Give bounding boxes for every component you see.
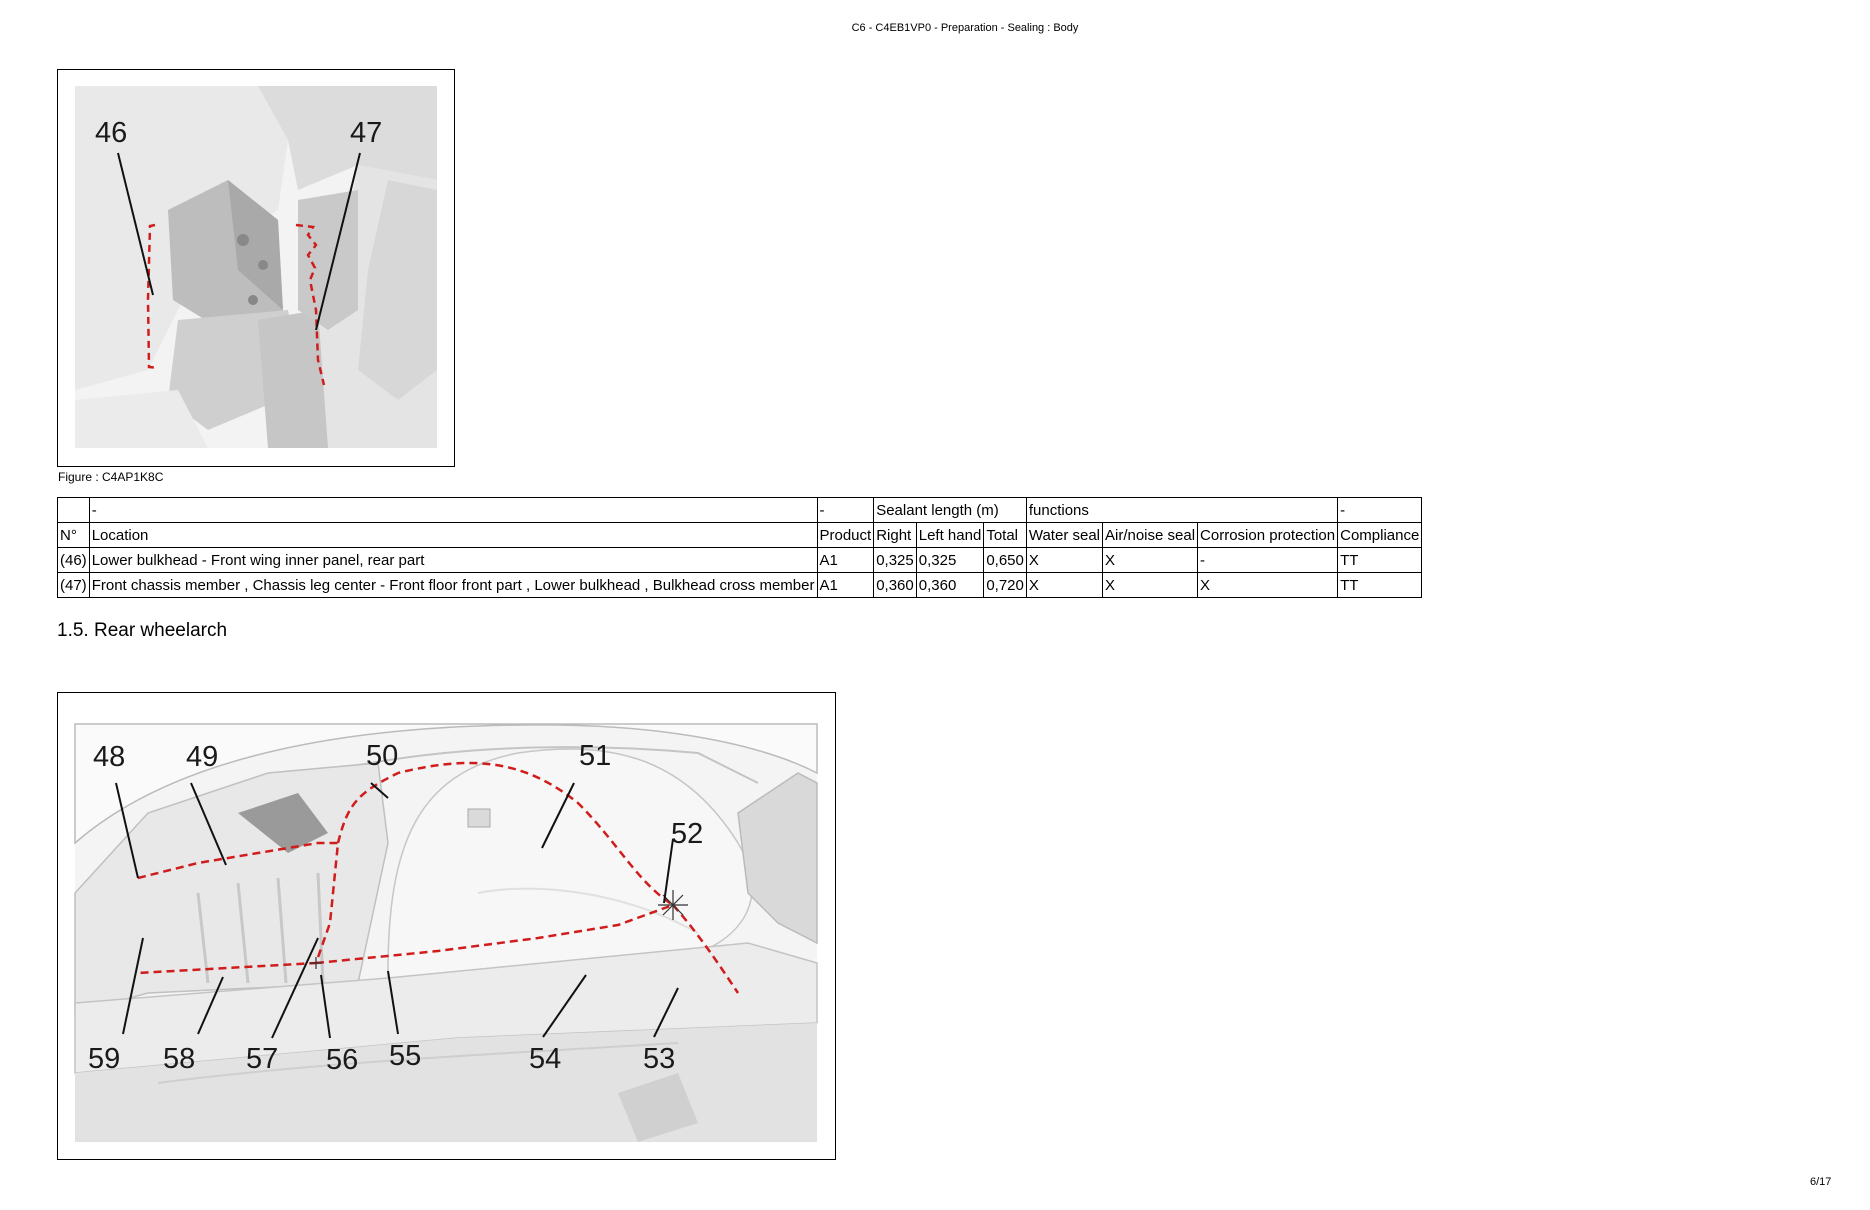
column-header: Right [874, 523, 917, 548]
callout-59: 59 [88, 1043, 121, 1075]
table-cell: (46) [58, 548, 90, 573]
table-cell: - [1198, 548, 1338, 573]
column-header: Air/noise seal [1103, 523, 1198, 548]
table-cell: X [1026, 548, 1102, 573]
callout-54: 54 [529, 1043, 562, 1075]
table-cell: X [1198, 573, 1338, 598]
column-header: N° [58, 523, 90, 548]
table-cell: 0,650 [984, 548, 1027, 573]
figure-lower-bulkhead [57, 69, 455, 467]
callout-47: 47 [350, 117, 383, 149]
page-number: 6/17 [1810, 1176, 1832, 1188]
table-cell: - [817, 498, 874, 523]
callout-55: 55 [389, 1040, 422, 1072]
callout-52: 52 [671, 818, 704, 850]
column-header: Water seal [1026, 523, 1102, 548]
table-cell: 0,720 [984, 573, 1027, 598]
table-cell: 0,325 [916, 548, 984, 573]
callout-46: 46 [95, 117, 128, 149]
table-cell: Front chassis member , Chassis leg center - Front floor front part , Lower bulkhead , Bulkhead cross member [89, 573, 817, 598]
table-row [58, 548, 1422, 573]
table-cell: - [1338, 498, 1422, 523]
table-cell: A1 [817, 548, 874, 573]
callout-50: 50 [366, 740, 399, 772]
column-header: Product [817, 523, 874, 548]
table-cell: TT [1338, 573, 1422, 598]
table-cell [58, 498, 90, 523]
callout-48: 48 [93, 741, 126, 773]
table-cell: X [1026, 573, 1102, 598]
page-header: C6 - C4EB1VP0 - Preparation - Sealing : Body [851, 22, 1079, 34]
figure-caption: Figure : C4AP1K8C [58, 470, 164, 484]
callout-56: 56 [326, 1044, 359, 1076]
table-cell: 0,360 [916, 573, 984, 598]
section-heading: 1.5. Rear wheelarch [57, 620, 228, 641]
callout-51: 51 [579, 740, 612, 772]
table-cell: (47) [58, 573, 90, 598]
table-cell: A1 [817, 573, 874, 598]
table-cell: TT [1338, 548, 1422, 573]
sealant-table [57, 497, 1422, 598]
column-header: Location [89, 523, 817, 548]
column-header: Corrosion protection [1198, 523, 1338, 548]
table-cell: X [1103, 548, 1198, 573]
callout-57: 57 [246, 1043, 279, 1075]
table-cell: 0,360 [874, 573, 917, 598]
table-cell-sealant-length: Sealant length (m) [874, 498, 1027, 523]
table-header-row [58, 523, 1422, 548]
callout-49: 49 [186, 741, 219, 773]
figure-rear-wheelarch-illustration [58, 693, 835, 1159]
column-header: Left hand [916, 523, 984, 548]
column-header: Compliance [1338, 523, 1422, 548]
figure-lower-bulkhead-illustration [58, 70, 454, 466]
callout-53: 53 [643, 1043, 676, 1075]
table-cell: 0,325 [874, 548, 917, 573]
table-cell: Lower bulkhead - Front wing inner panel, rear part [89, 548, 817, 573]
table-cell: X [1103, 573, 1198, 598]
column-header: Total [984, 523, 1027, 548]
table-cell: - [89, 498, 817, 523]
table-row [58, 573, 1422, 598]
callout-58: 58 [163, 1043, 196, 1075]
figure-rear-wheelarch [57, 692, 836, 1160]
table-group-row [58, 498, 1422, 523]
table-cell-functions: functions [1026, 498, 1337, 523]
